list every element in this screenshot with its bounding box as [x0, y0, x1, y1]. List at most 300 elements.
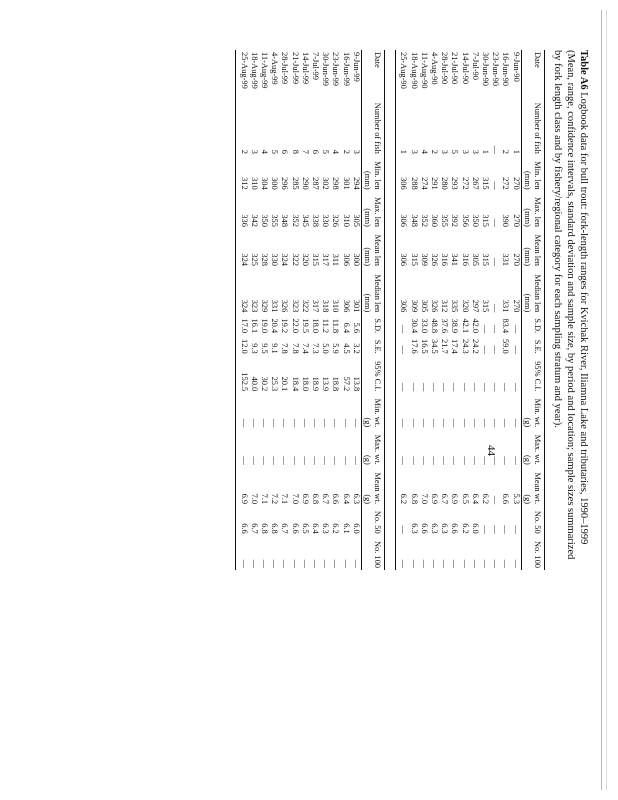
column-header: S.D. — [372, 314, 385, 335]
table-cell: 3 — [460, 149, 470, 154]
table-body — [396, 50, 521, 570]
table-cell: 306 — [396, 156, 409, 192]
landscape-sheet — [70, 50, 590, 568]
table-cell: — — [249, 418, 259, 428]
table-cell: — — [450, 559, 460, 568]
row-date: 16-Jun-90 — [501, 52, 511, 86]
table-cell: — — [270, 456, 280, 465]
table-cell: 331 — [501, 253, 511, 266]
table-cell: 6.8 — [270, 523, 280, 534]
table-cell: 7.8 — [290, 343, 300, 354]
table-cell: — — [236, 429, 249, 467]
table-cell: 2 — [341, 149, 351, 154]
table-cell: — — [491, 382, 501, 392]
column-header: No. 100 — [532, 536, 545, 570]
table-cell: — — [491, 324, 501, 334]
row-date: 25-Aug-90 — [396, 50, 409, 95]
table-cell: 16.5 — [419, 339, 429, 354]
table-cell: — — [290, 559, 300, 568]
table-cell: 267 — [470, 177, 480, 190]
table-cell: 300 — [270, 177, 280, 190]
row-date: 9-Jun-99 — [351, 52, 361, 82]
table-cell: — — [450, 382, 460, 392]
table-cell: 24.2 — [470, 339, 480, 354]
table-row — [300, 50, 310, 570]
table-cell: 17.4 — [450, 339, 460, 354]
row-date: 9-Jun-90 — [511, 52, 521, 82]
table-cell: — — [409, 382, 419, 392]
table-cell: 2 — [429, 149, 439, 154]
table-cell: 350 — [470, 214, 480, 227]
table-cell: — — [300, 456, 310, 465]
table-cell: 6.1 — [341, 523, 351, 534]
data-table-1999 — [235, 50, 385, 570]
table-cell: — — [491, 218, 501, 227]
table-cell: 330 — [270, 253, 280, 266]
column-unit: (mm) — [361, 268, 372, 314]
table-cell: — — [419, 382, 429, 392]
table-cell: — — [236, 393, 249, 429]
table-cell: 350 — [259, 214, 269, 227]
table-cell: — — [491, 303, 501, 313]
table-cell: 7.2 — [270, 493, 280, 505]
row-date: 28-Jul-99 — [280, 52, 290, 85]
table-cell: 326 — [331, 214, 341, 227]
table-cell: 6.9 — [300, 493, 310, 505]
table-cell: 291 — [429, 177, 439, 190]
table-cell: 338 — [310, 214, 320, 227]
table-cell: 323 — [290, 299, 300, 313]
table-cell: — — [480, 525, 490, 534]
row-date: 11-Aug-99 — [259, 52, 269, 89]
table-row — [269, 50, 279, 570]
table-cell: — — [280, 418, 290, 428]
table-cell: 7 — [300, 149, 310, 154]
page-number: 44 — [485, 445, 497, 456]
row-date: 4-Aug-99 — [270, 52, 280, 85]
table-cell: 1 — [480, 149, 490, 154]
table-cell: 7.0 — [290, 493, 300, 505]
table-cell: 352 — [290, 214, 300, 227]
table-cell: 18.8 — [331, 376, 341, 392]
table-cell: — — [460, 456, 470, 465]
table-subheader-row — [521, 50, 532, 570]
table-cell: 6.4 — [470, 493, 480, 505]
row-date: 21-Jul-90 — [450, 52, 460, 85]
table-cell: 310 — [331, 299, 341, 313]
column-header: Median len — [372, 268, 385, 314]
column-header: Min. wt. — [372, 393, 385, 429]
table-cell: 392 — [450, 214, 460, 227]
table-cell: — — [310, 559, 320, 568]
table-cell: 57.2 — [341, 376, 351, 392]
caption-text: Logbook data for bull trout: fork-length ranges for Kvichak River, Iliamna Lake and tributaries, 1990–1999 (Mean, range, confidence intervals, standard deviation and sample size, by period and location; sample sizes summarized by fork length class and by fishery/regional category for each sampling stratum and year). — [552, 50, 589, 560]
table-row — [470, 50, 480, 570]
column-unit: (mm) — [521, 192, 532, 229]
table-cell: 293 — [450, 177, 460, 190]
table-cell: 5.9 — [331, 343, 341, 354]
table-cell: 18.0 — [310, 318, 320, 334]
table-cell: 315 — [409, 253, 419, 266]
table-cell: 19.0 — [259, 318, 269, 334]
table-cell: 42.0 — [470, 318, 480, 334]
column-unit: (g) — [521, 467, 532, 506]
table-cell: 83.4 — [501, 318, 511, 334]
column-unit — [361, 356, 372, 394]
column-header: Min. len — [532, 156, 545, 192]
table-cell: 6.5 — [300, 523, 310, 534]
table-cell: — — [511, 382, 521, 392]
table-cell: — — [429, 456, 439, 465]
table-cell: — — [501, 525, 511, 534]
table-cell: — — [460, 418, 470, 428]
column-unit: (g) — [361, 393, 372, 429]
column-header: No. 100 — [372, 536, 385, 570]
column-header: S.E. — [532, 335, 545, 356]
table-cell: 288 — [409, 177, 419, 190]
table-cell: 2 — [236, 95, 249, 156]
table-row — [330, 50, 340, 570]
table-cell: — — [501, 559, 511, 568]
row-date: 11-Aug-90 — [419, 52, 429, 89]
table-cell: 302 — [321, 177, 331, 190]
column-header: Mean wt. — [372, 467, 385, 506]
table-cell: 16.1 — [249, 318, 259, 334]
table-cell: — — [491, 345, 501, 354]
column-unit: (g) — [361, 429, 372, 467]
table-cell: 306 — [396, 192, 409, 229]
table-cell: 315 — [480, 177, 490, 190]
table-cell: 1 — [511, 149, 521, 154]
column-header: Date — [532, 50, 545, 95]
table-row — [408, 50, 418, 570]
table-cell: 3.2 — [351, 343, 361, 354]
row-date: 30-Jun-90 — [480, 52, 490, 86]
table-cell: 329 — [259, 299, 269, 313]
table-cell: 20.4 — [270, 318, 280, 334]
table-cell: 6.7 — [249, 523, 259, 534]
table-row — [236, 50, 249, 570]
table-row — [310, 50, 320, 570]
row-date: 7-Jul-90 — [470, 52, 480, 80]
table-cell: 7.3 — [310, 343, 320, 354]
table-cell: — — [341, 418, 351, 428]
table-cell: 7.1 — [259, 493, 269, 505]
table-cell: — — [270, 418, 280, 428]
table-cell: 18.9 — [310, 376, 320, 392]
table-cell: 9.5 — [259, 343, 269, 354]
table-cell: 310 — [341, 214, 351, 227]
table-cell: — — [259, 456, 269, 465]
table-cell: 22.0 — [290, 318, 300, 334]
table-cell: — — [480, 559, 490, 568]
table-cell: 326 — [429, 253, 439, 266]
caption-label: Table A6 — [578, 50, 589, 90]
table-cell: 19.2 — [280, 318, 290, 334]
table-cell: 7.1 — [280, 493, 290, 505]
table-cell: 305 — [470, 253, 480, 266]
table-cell: 322 — [290, 253, 300, 266]
table-cell: — — [270, 559, 280, 568]
table-cell: 6.0 — [470, 523, 480, 534]
table-cell: — — [470, 456, 480, 465]
table-cell: 33.0 — [419, 318, 429, 334]
row-date: 23-Jun-90 — [491, 52, 501, 86]
table-cell: 6.2 — [396, 467, 409, 506]
table-cell: — — [419, 456, 429, 465]
table-cell: 5.6 — [351, 322, 361, 334]
table-cell: 6.3 — [409, 523, 419, 534]
column-header: Mean wt. — [532, 467, 545, 506]
table-cell: — — [396, 536, 409, 570]
table-row — [340, 50, 350, 570]
table-cell: 6.2 — [480, 493, 490, 505]
column-unit: (g) — [521, 429, 532, 467]
table-cell: 6.2 — [331, 523, 341, 534]
table-cell: 7.4 — [300, 343, 310, 354]
table-cell: — — [440, 559, 450, 568]
table-cell: — — [321, 418, 331, 428]
column-header: Number of fish — [532, 95, 545, 156]
table-cell: — — [501, 418, 511, 428]
table-cell: 326 — [429, 299, 439, 313]
column-unit — [521, 506, 532, 536]
table-cell: 7.8 — [280, 343, 290, 354]
table-cell: 6.9 — [236, 467, 249, 506]
table-cell: — — [331, 559, 341, 568]
column-header: Date — [372, 50, 385, 95]
table-cell: 342 — [249, 214, 259, 227]
table-cell: 348 — [280, 214, 290, 227]
table-cell: 21.7 — [440, 339, 450, 354]
table-cell: 17.6 — [409, 339, 419, 354]
table-cell: 3 — [409, 149, 419, 154]
table-cell: 6.8 — [409, 493, 419, 505]
table-cell: 390 — [501, 214, 511, 227]
table-cell: 8 — [290, 149, 300, 154]
table-cell: 34.5 — [429, 339, 439, 354]
table-cell: 6.3 — [440, 523, 450, 534]
scan-margin-line — [606, 10, 607, 790]
table-cell: 270 — [511, 177, 521, 190]
table-cell: 152.5 — [236, 356, 249, 394]
table-row — [289, 50, 299, 570]
column-unit — [361, 335, 372, 356]
column-header: S.E. — [372, 335, 385, 356]
table-cell: — — [249, 559, 259, 568]
table-row — [320, 50, 330, 570]
table-cell: — — [511, 418, 521, 428]
table-cell: 18.4 — [290, 376, 300, 392]
table-cell: — — [419, 418, 429, 428]
table-cell: — — [300, 559, 310, 568]
row-date: 16-Jun-99 — [341, 52, 351, 86]
column-header: Min. len — [372, 156, 385, 192]
table-cell: 5 — [450, 149, 460, 154]
table-cell: 304 — [259, 177, 269, 190]
table-body — [236, 50, 361, 570]
table-cell: 310 — [249, 177, 259, 190]
table-cell: 12.0 — [236, 335, 249, 356]
table-cell: — — [280, 456, 290, 465]
table-cell: 25.3 — [270, 376, 280, 392]
table-row — [429, 50, 439, 570]
table-cell: 6.3 — [351, 493, 361, 505]
table-cell: 37.6 — [440, 318, 450, 334]
scan-margin-line — [601, 10, 602, 790]
column-header: Max. wt. — [372, 429, 385, 467]
table-cell: 306 — [341, 299, 351, 313]
table-cell: 322 — [300, 299, 310, 313]
table-cell: — — [470, 382, 480, 392]
table-cell: 348 — [409, 214, 419, 227]
table-cell: 6 — [310, 149, 320, 154]
table-cell: 6.8 — [259, 523, 269, 534]
table-cell: — — [440, 418, 450, 428]
table-cell: 40.0 — [249, 376, 259, 392]
table-cell: — — [259, 559, 269, 568]
table-cell: — — [310, 418, 320, 428]
table-cell: — — [331, 456, 341, 465]
table-cell: 317 — [321, 253, 331, 266]
table-cell: 6.3 — [321, 523, 331, 534]
table-cell: 315 — [310, 253, 320, 266]
table-cell: 330 — [321, 214, 331, 227]
table-cell: 9.1 — [270, 343, 280, 354]
table-cell: 6.9 — [450, 493, 460, 505]
table-cell: 3 — [249, 149, 259, 154]
row-date: 14-Jul-90 — [460, 52, 470, 85]
table-cell: — — [491, 257, 501, 266]
column-header: Min. wt. — [532, 393, 545, 429]
table-cell: 331 — [501, 299, 511, 313]
table-cell: — — [396, 314, 409, 335]
table-cell: 5.0 — [321, 343, 331, 354]
table-cell: — — [396, 506, 409, 536]
table-cell: 360 — [429, 214, 439, 227]
row-date: 4-Aug-90 — [429, 52, 439, 85]
column-unit — [361, 95, 372, 156]
table-cell: 296 — [280, 177, 290, 190]
table-cell: — — [491, 525, 501, 534]
table-cell: — — [480, 456, 490, 465]
table-cell: 298 — [331, 177, 341, 190]
table-cell: 280 — [440, 177, 450, 190]
table-cell: — — [480, 418, 490, 428]
table-cell: 324 — [236, 268, 249, 314]
table-cell: 18.0 — [300, 376, 310, 392]
table-row — [249, 50, 259, 570]
table-cell: 345 — [300, 214, 310, 227]
column-header: Number of fish — [372, 95, 385, 156]
table-cell: 4 — [331, 149, 341, 154]
table-cell: — — [290, 418, 300, 428]
table-row — [510, 50, 521, 570]
table-cell: 6.6 — [236, 506, 249, 536]
column-unit — [521, 95, 532, 156]
table-cell: 6.2 — [460, 523, 470, 534]
table-cell: 3 — [351, 149, 361, 154]
column-unit — [521, 50, 532, 95]
table-cell: — — [351, 456, 361, 465]
table-cell: — — [236, 536, 249, 570]
table-cell: 301 — [341, 177, 351, 190]
table-cell: — — [280, 559, 290, 568]
row-date: 21-Jul-99 — [290, 52, 300, 85]
table-cell: 309 — [419, 253, 429, 266]
table-cell: — — [259, 418, 269, 428]
table-cell: 315 — [480, 214, 490, 227]
table-cell: 6.0 — [351, 523, 361, 534]
table-cell: — — [511, 456, 521, 465]
table-cell: 355 — [270, 214, 280, 227]
table-cell: — — [341, 559, 351, 568]
table-cell: — — [480, 345, 490, 354]
table-cell: — — [491, 559, 501, 568]
column-unit: (g) — [521, 393, 532, 429]
column-unit: (mm) — [361, 156, 372, 192]
column-unit — [521, 335, 532, 356]
table-cell: 3 — [440, 149, 450, 154]
table-cell: — — [450, 456, 460, 465]
table-cell: 20.1 — [280, 376, 290, 392]
column-unit — [361, 314, 372, 335]
table-row — [459, 50, 469, 570]
table-cell: — — [396, 335, 409, 356]
table-cell: 315 — [480, 253, 490, 266]
table-cell: 272 — [460, 177, 470, 190]
table-row — [500, 50, 510, 570]
table-row — [449, 50, 459, 570]
table-cell: 316 — [460, 253, 470, 266]
table-cell: 305 — [351, 214, 361, 227]
column-unit: (mm) — [521, 229, 532, 268]
table-cell: 294 — [351, 177, 361, 190]
table-cell: 270 — [511, 299, 521, 313]
table-subheader-row — [361, 50, 372, 570]
row-date: 18-Aug-90 — [409, 52, 419, 89]
table-cell: — — [480, 324, 490, 334]
table-cell: — — [511, 345, 521, 354]
table-cell: 324 — [236, 229, 249, 268]
table-cell: 335 — [450, 299, 460, 313]
column-unit: (mm) — [521, 156, 532, 192]
table-cell: 30.4 — [409, 318, 419, 334]
table-cell: 6.6 — [501, 493, 511, 505]
column-header: Median len — [532, 268, 545, 314]
column-header: Max. len — [372, 192, 385, 229]
column-header: No. 50 — [532, 506, 545, 536]
table-cell: 323 — [249, 299, 259, 313]
column-unit: (mm) — [361, 229, 372, 268]
column-unit — [521, 314, 532, 335]
table-cell: 5 — [270, 149, 280, 154]
row-date: 14-Jul-99 — [300, 52, 310, 85]
table-cell: 7.0 — [419, 493, 429, 505]
rotated-page-content — [70, 50, 590, 568]
table-cell: 13.8 — [351, 376, 361, 392]
table-cell: — — [290, 456, 300, 465]
table-cell: 3 — [470, 149, 480, 154]
table-cell: 336 — [236, 192, 249, 229]
table-cell: 285 — [290, 177, 300, 190]
table-row — [490, 50, 500, 570]
table-cell: 6.6 — [450, 523, 460, 534]
table-cell: — — [501, 382, 511, 392]
table-cell: 306 — [341, 253, 351, 266]
table-cell: 19.5 — [300, 318, 310, 334]
table-cell: 6.6 — [290, 523, 300, 534]
